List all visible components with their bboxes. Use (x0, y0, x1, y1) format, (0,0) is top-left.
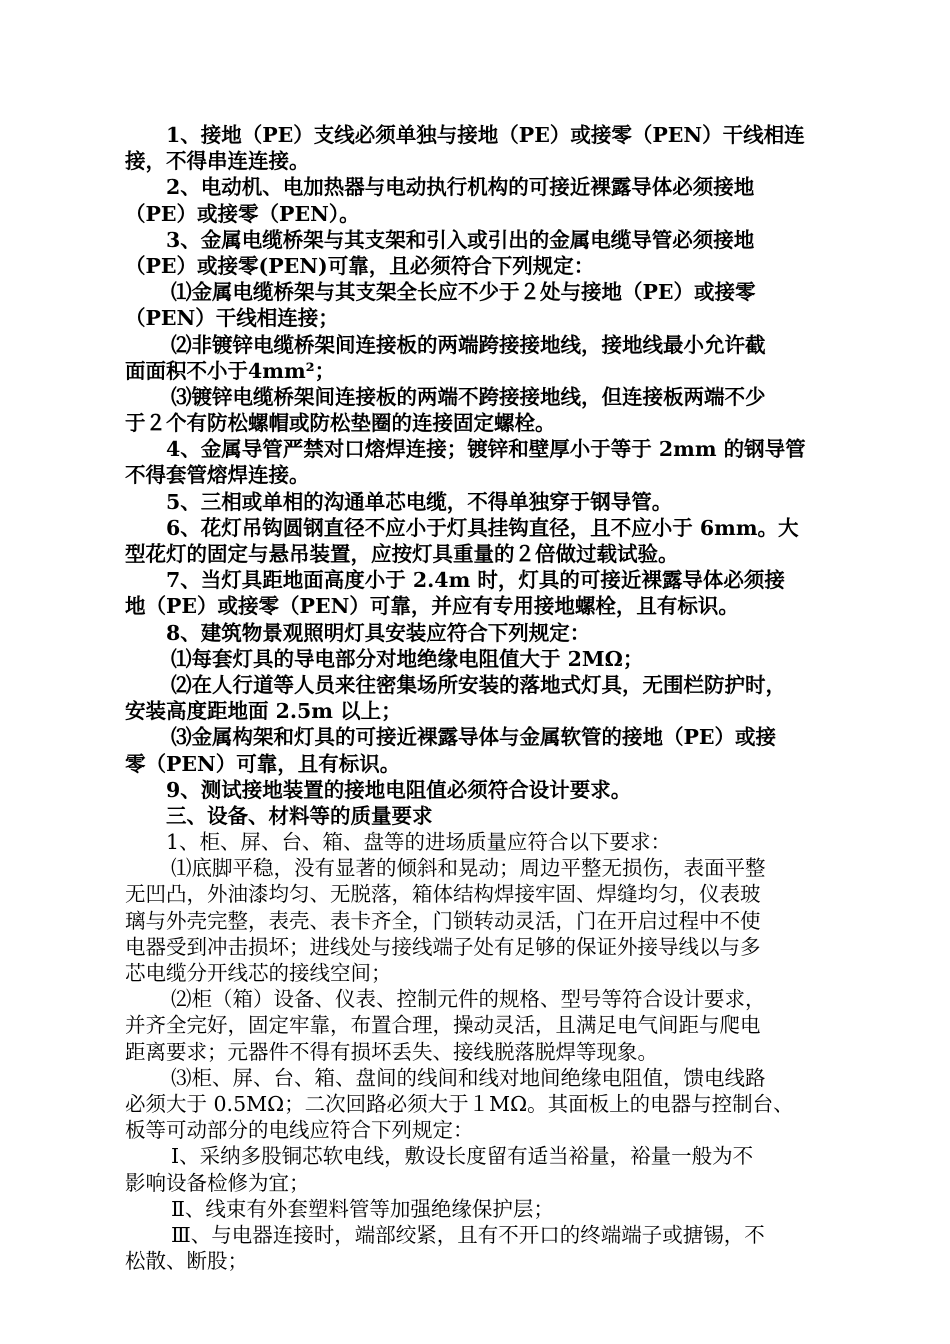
paragraph-line-indented: ⑵非镀锌电缆桥架间连接板的两端跨接接地线，接地线最小允许截 (171, 332, 766, 357)
paragraph-line: 影响设备检修为宜； (125, 1170, 310, 1195)
paragraph-line-indented: 三、设备、材料等的质量要求 (166, 803, 433, 828)
paragraph-line-indented: 7、当灯具距地面高度小于 2.4m 时，灯具的可接近裸露导体必须接 (166, 568, 785, 593)
paragraph-line: （PEN）干线相连接； (125, 306, 339, 331)
document-page (125, 122, 830, 1274)
paragraph-line-indented: ⑶镀锌电缆桥架间连接板的两端不跨接接地线，但连接板两端不少 (171, 384, 766, 409)
paragraph-line: 接，不得串连连接。 (125, 149, 310, 174)
paragraph-line-indented: 6、花灯吊钩圆钢直径不应小于灯具挂钩直径，且不应小于 6mm。大 (166, 515, 799, 540)
paragraph-line-indented: 2、电动机、电加热器与电动执行机构的可接近裸露导体必须接地 (166, 175, 755, 200)
paragraph-line-indented: ⑴底脚平稳，没有显著的倾斜和晃动；周边平整无损伤，表面平整 (171, 856, 766, 881)
paragraph-line-indented: 3、金属电缆桥架与其支架和引入或引出的金属电缆导管必须接地 (166, 227, 755, 252)
paragraph-line-indented: Ⅱ、线束有外套塑料管等加强绝缘保护层； (171, 1196, 554, 1221)
paragraph-line: 松散、断股； (125, 1249, 248, 1274)
paragraph-line: 必须大于 0.5MΩ；二次回路必须大于１MΩ。其面板上的电器与控制台、 (125, 1091, 794, 1116)
paragraph-line-indented: 1、接地（PE）支线必须单独与接地（PE）或接零（PEN）干线相连 (166, 123, 805, 147)
paragraph-line: 距离要求；元器件不得有损坏丢失、接线脱落脱焊等现象。 (125, 1039, 658, 1064)
paragraph-line: 型花灯的固定与悬吊装置，应按灯具重量的２倍做过载试验。 (125, 542, 679, 566)
paragraph-line: 电器受到冲击损坏；进线处与接线端子处有足够的保证外接导线以与多 (125, 934, 761, 959)
paragraph-line: 不得套管熔焊连接。 (125, 463, 310, 488)
paragraph-line-indented: ⑴每套灯具的导电部分对地绝缘电阻值大于 2MΩ； (171, 646, 644, 671)
paragraph-line-indented: 9、测试接地装置的接地电阻值必须符合设计要求。 (166, 777, 632, 802)
paragraph-line-indented: 8、建筑物景观照明灯具安装应符合下列规定： (166, 620, 591, 645)
paragraph-line: 无凹凸，外油漆均匀、无脱落，箱体结构焊接牢固、焊缝均匀，仪表玻 (125, 882, 761, 907)
paragraph-line-indented: 4、金属导管严禁对口熔焊连接；镀锌和壁厚小于等于 2mm 的钢导管 (166, 437, 806, 462)
paragraph-line-indented: ⑶金属构架和灯具的可接近裸露导体与金属软管的接地（PE）或接 (171, 725, 777, 750)
paragraph-line-indented: ⑵在人行道等人员来往密集场所安装的落地式灯具，无围栏防护时， (171, 672, 786, 697)
paragraph-line-indented: Ⅲ、与电器连接时，端部绞紧，且有不开口的终端端子或搪锡，不 (171, 1222, 765, 1247)
paragraph-line: 面面积不小于4mm²； (125, 358, 336, 383)
paragraph-line-indented: 5、三相或单相的沟通单芯电缆，不得单独穿于钢导管。 (166, 489, 673, 514)
paragraph-line: 板等可动部分的电线应符合下列规定： (125, 1118, 474, 1143)
paragraph-line: 安装高度距地面 2.5m 以上； (125, 699, 402, 724)
paragraph-line: 零（PEN）可靠，且有标识。 (125, 751, 401, 776)
paragraph-line: 地（PE）或接零（PEN）可靠，并应有专用接地螺栓，且有标识。 (125, 594, 739, 619)
paragraph-line-indented: ⑶柜、屏、台、箱、盘间的线间和线对地间绝缘电阻值，馈电线路 (171, 1065, 766, 1090)
paragraph-line: （PE）或接零(PEN)可靠，且必须符合下列规定： (125, 253, 595, 278)
paragraph-line-indented: Ⅰ、采纳多股铜芯软电线，敷设长度留有适当裕量，裕量一般为不 (171, 1144, 754, 1169)
paragraph-line: 并齐全完好，固定牢靠，布置合理，操动灵活，且满足电气间距与爬电 (125, 1013, 761, 1038)
paragraph-line-indented: ⑵柜（箱）设备、仪表、控制元件的规格、型号等符合设计要求， (171, 987, 766, 1012)
paragraph-line: 于２个有防松螺帽或防松垫圈的连接固定螺栓。 (125, 411, 556, 436)
paragraph-line: （PE）或接零（PEN）。 (125, 201, 360, 226)
paragraph-line: 璃与外壳完整，表壳、表卡齐全，门锁转动灵活，门在开启过程中不使 (125, 908, 761, 933)
paragraph-line: 芯电缆分开线芯的接线空间； (125, 961, 392, 985)
paragraph-line-indented: ⑴金属电缆桥架与其支架全长应不少于２处与接地（PE）或接零 (171, 280, 756, 305)
paragraph-line-indented: 1、柜、屏、台、箱、盘等的进场质量应符合以下要求： (166, 830, 672, 855)
